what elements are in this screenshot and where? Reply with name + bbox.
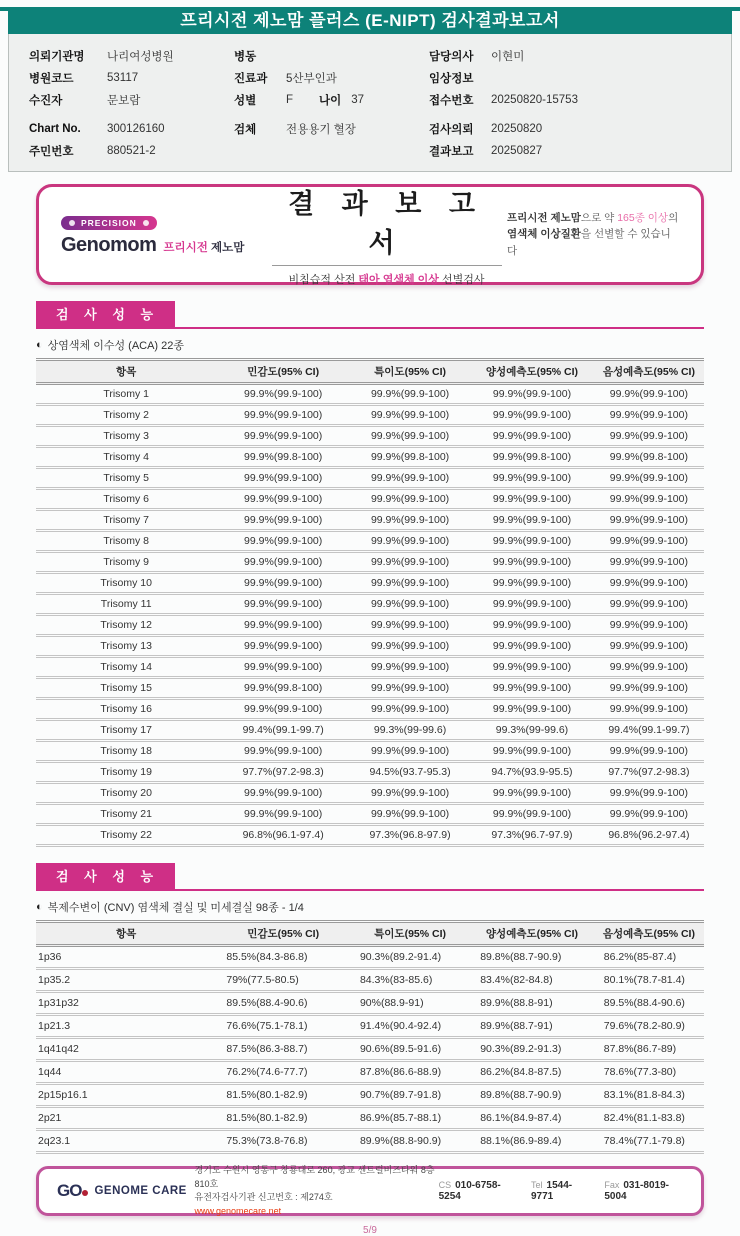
value-cell: 90%(88.9-91) (350, 992, 470, 1015)
value-cell: 99.9%(99.9-100) (594, 678, 704, 699)
field-value: 문보람 (107, 95, 141, 107)
item-cell: Trisomy 11 (36, 594, 216, 615)
item-cell: Trisomy 3 (36, 426, 216, 447)
brand-line (61, 234, 266, 257)
value-cell: 99.9%(99.9-100) (350, 384, 470, 405)
value-cell: 99.9%(99.9-100) (594, 405, 704, 426)
field-label: 병동 (234, 51, 257, 63)
value-cell: 99.9%(99.9-100) (350, 510, 470, 531)
patient-info-col2 (234, 45, 429, 162)
value-cell: 99.9%(99.9-100) (350, 804, 470, 825)
column-header: 항목 (36, 360, 216, 384)
table-row (36, 1015, 704, 1038)
item-cell: 2p21 (36, 1107, 216, 1130)
report-title-bar: 프리시전 제노맘 플러스 (E-NIPT) 검사결과보고서 (8, 7, 732, 34)
field-value: 880521-2 (107, 145, 156, 157)
item-cell: 1p36 (36, 946, 216, 969)
field-label: 진료과 (234, 73, 268, 85)
value-cell: 99.9%(99.9-100) (470, 741, 594, 762)
column-header: 특이도(95% CI) (350, 922, 470, 946)
value-cell: 76.2%(74.6-77.7) (216, 1061, 350, 1084)
field-value: 이현미 (491, 51, 525, 63)
table-row (36, 1084, 704, 1107)
column-header: 특이도(95% CI) (350, 360, 470, 384)
footer-box (36, 1166, 704, 1216)
value-cell: 78.6%(77.3-80) (594, 1061, 704, 1084)
column-header: 음성예측도(95% CI) (594, 360, 704, 384)
value-cell: 99.9%(99.9-100) (350, 531, 470, 552)
value-cell: 99.9%(99.9-100) (216, 657, 350, 678)
website-link[interactable]: www.genomecare.net (194, 1205, 282, 1216)
value-cell: 90.3%(89.2-91.4) (350, 946, 470, 969)
cnv-performance-table (36, 920, 704, 1154)
value-cell: 99.9%(99.9-100) (470, 678, 594, 699)
info-row (29, 45, 234, 67)
value-cell: 89.9%(88.8-91) (470, 992, 594, 1015)
value-cell: 99.9%(99.9-100) (216, 783, 350, 804)
table-row (36, 720, 704, 741)
value-cell: 99.9%(99.9-100) (350, 489, 470, 510)
value-cell: 78.4%(77.1-79.8) (594, 1130, 704, 1153)
field-value: 300126160 (107, 123, 165, 135)
genomecare-logo-text: GENOME CARE (94, 1185, 187, 1197)
title-divider (272, 265, 502, 266)
value-cell: 89.8%(88.7-90.9) (470, 946, 594, 969)
table-row (36, 741, 704, 762)
item-cell: 1p31p32 (36, 992, 216, 1015)
report-note: 프리시전 제노맘으로 약 165종 이상의 염색체 이상질환을 선별할 수 있습니다 (507, 212, 679, 257)
table-row (36, 1107, 704, 1130)
section-header-cnv (36, 863, 704, 891)
value-cell: 99.9%(99.9-100) (594, 489, 704, 510)
table-row (36, 969, 704, 992)
info-row (429, 118, 699, 140)
page-number: 5/9 (363, 1225, 377, 1236)
value-cell: 99.9%(99.9-100) (470, 804, 594, 825)
value-cell: 99.9%(99.8-100) (594, 447, 704, 468)
value-cell: 99.9%(99.9-100) (470, 510, 594, 531)
item-cell: 2q23.1 (36, 1130, 216, 1153)
info-row (429, 45, 699, 67)
table-row (36, 426, 704, 447)
value-cell: 99.9%(99.9-100) (350, 405, 470, 426)
item-cell: Trisomy 16 (36, 699, 216, 720)
value-cell: 99.9%(99.9-100) (216, 573, 350, 594)
column-header: 양성예측도(95% CI) (470, 360, 594, 384)
table-row (36, 468, 704, 489)
info-row (234, 118, 429, 140)
table-row (36, 783, 704, 804)
field-value: 20250827 (491, 145, 543, 157)
info-row (29, 67, 234, 89)
value-cell: 99.9%(99.9-100) (350, 573, 470, 594)
info-row (234, 89, 429, 111)
value-cell: 99.9%(99.9-100) (594, 594, 704, 615)
value-cell: 99.9%(99.9-100) (470, 699, 594, 720)
section-subtitle-cnv: ◐ 복제수변이 (CNV) 염색체 결실 및 미세결실 98종 - 1/4 (36, 901, 304, 914)
item-cell: 1p21.3 (36, 1015, 216, 1038)
table-row (36, 1130, 704, 1153)
value-cell: 99.9%(99.9-100) (350, 636, 470, 657)
value-cell: 99.9%(99.9-100) (594, 615, 704, 636)
value-cell: 99.9%(99.9-100) (594, 636, 704, 657)
value-cell: 99.9%(99.9-100) (350, 783, 470, 804)
value-cell: 99.9%(99.9-100) (216, 384, 350, 405)
genomom-logo (61, 213, 266, 257)
value-cell: 99.9%(99.9-100) (470, 594, 594, 615)
value-cell: 87.5%(86.3-88.7) (216, 1038, 350, 1061)
table-row (36, 615, 704, 636)
footer-address (195, 1164, 439, 1218)
precision-badge (61, 216, 157, 230)
column-header: 항목 (36, 922, 216, 946)
table-row (36, 992, 704, 1015)
pill-dot-icon (143, 220, 149, 226)
field-label: 검사의뢰 (429, 124, 474, 136)
value-cell: 99.9%(99.9-100) (216, 489, 350, 510)
value-cell: 97.7%(97.2-98.3) (594, 762, 704, 783)
patient-info-col3 (429, 45, 699, 162)
column-header: 양성예측도(95% CI) (470, 922, 594, 946)
value-cell: 99.9%(99.9-100) (594, 573, 704, 594)
item-cell: Trisomy 14 (36, 657, 216, 678)
info-row (234, 45, 429, 67)
section-badge: 검 사 성 능 (36, 863, 175, 889)
report-header-box (36, 184, 704, 285)
value-cell: 99.9%(99.9-100) (470, 426, 594, 447)
item-cell: Trisomy 9 (36, 552, 216, 573)
value-cell: 99.9%(99.9-100) (350, 657, 470, 678)
value-cell: 99.9%(99.9-100) (470, 405, 594, 426)
table-row (36, 1038, 704, 1061)
value-cell: 99.9%(99.9-100) (594, 468, 704, 489)
value-cell: 88.1%(86.9-89.4) (470, 1130, 594, 1153)
value-cell: 83.1%(81.8-84.3) (594, 1084, 704, 1107)
value-cell: 99.9%(99.9-100) (594, 552, 704, 573)
value-cell: 80.1%(78.7-81.4) (594, 969, 704, 992)
value-cell: 89.5%(88.4-90.6) (594, 992, 704, 1015)
value-cell: 99.9%(99.9-100) (470, 573, 594, 594)
section-header-aca (36, 301, 704, 329)
top-accent-strip (0, 7, 740, 11)
value-cell: 99.9%(99.8-100) (216, 678, 350, 699)
field-value: F (286, 94, 294, 106)
field-value: 전용용기 혈장 (286, 124, 356, 136)
value-cell: 90.6%(89.5-91.6) (350, 1038, 470, 1061)
footer-contacts (439, 1180, 683, 1202)
item-cell: Trisomy 4 (36, 447, 216, 468)
value-cell: 85.5%(84.3-86.8) (216, 946, 350, 969)
info-row (429, 89, 699, 111)
value-cell: 99.9%(99.9-100) (470, 384, 594, 405)
value-cell: 99.9%(99.9-100) (594, 510, 704, 531)
half-circle-icon: ◐ (36, 339, 43, 351)
table-row (36, 699, 704, 720)
address-line2: 유전자검사기관 신고번호 : 제274호 (194, 1192, 333, 1202)
item-cell: Trisomy 10 (36, 573, 216, 594)
info-row (429, 67, 699, 89)
report-center-title (266, 182, 507, 287)
value-cell: 99.9%(99.9-100) (350, 699, 470, 720)
contact-fax: Fax 031-8019-5004 (604, 1180, 669, 1202)
field-value: 20250820-15753 (491, 94, 578, 106)
value-cell: 99.9%(99.8-100) (350, 447, 470, 468)
field-label: 나이 (319, 95, 342, 107)
value-cell: 99.9%(99.9-100) (470, 531, 594, 552)
value-cell: 99.9%(99.9-100) (594, 531, 704, 552)
report-main-title: 결 과 보 고 서 (288, 189, 485, 258)
value-cell: 99.4%(99.1-99.7) (216, 720, 350, 741)
table-row (36, 657, 704, 678)
value-cell: 87.8%(86.7-89) (594, 1038, 704, 1061)
value-cell: 99.9%(99.9-100) (350, 594, 470, 615)
item-cell: Trisomy 6 (36, 489, 216, 510)
half-circle-icon: ◐ (36, 901, 43, 913)
value-cell: 89.9%(88.8-90.9) (350, 1130, 470, 1153)
value-cell: 99.4%(99.1-99.7) (594, 720, 704, 741)
value-cell: 99.9%(99.8-100) (470, 447, 594, 468)
value-cell: 99.9%(99.9-100) (216, 531, 350, 552)
value-cell: 99.9%(99.9-100) (350, 426, 470, 447)
table-row (36, 825, 704, 846)
item-cell: Trisomy 18 (36, 741, 216, 762)
value-cell: 94.5%(93.7-95.3) (350, 762, 470, 783)
value-cell: 87.8%(86.6-88.9) (350, 1061, 470, 1084)
item-cell: Trisomy 7 (36, 510, 216, 531)
value-cell: 81.5%(80.1-82.9) (216, 1107, 350, 1130)
value-cell: 83.4%(82-84.8) (470, 969, 594, 992)
value-cell: 99.9%(99.9-100) (216, 804, 350, 825)
value-cell: 99.9%(99.9-100) (216, 699, 350, 720)
value-cell: 99.9%(99.9-100) (470, 657, 594, 678)
value-cell: 75.3%(73.8-76.8) (216, 1130, 350, 1153)
value-cell: 89.8%(88.7-90.9) (470, 1084, 594, 1107)
value-cell: 96.8%(96.2-97.4) (594, 825, 704, 846)
column-header: 민감도(95% CI) (216, 922, 350, 946)
item-cell: Trisomy 20 (36, 783, 216, 804)
field-value: 20250820 (491, 123, 543, 135)
item-cell: Trisomy 15 (36, 678, 216, 699)
contact-tel: Tel 1544-9771 (531, 1180, 573, 1202)
item-cell: Trisomy 5 (36, 468, 216, 489)
value-cell: 89.9%(88.7-91) (470, 1015, 594, 1038)
table-header-row (36, 360, 704, 384)
table-row (36, 573, 704, 594)
value-cell: 86.9%(85.7-88.1) (350, 1107, 470, 1130)
value-cell: 99.9%(99.9-100) (594, 699, 704, 720)
value-cell: 76.6%(75.1-78.1) (216, 1015, 350, 1038)
brand-name-en: Genomom (61, 233, 157, 256)
table-row (36, 804, 704, 825)
field-label: 수진자 (29, 95, 63, 107)
table-row (36, 447, 704, 468)
value-cell: 99.9%(99.9-100) (216, 405, 350, 426)
value-cell: 99.9%(99.9-100) (216, 594, 350, 615)
table-row (36, 510, 704, 531)
value-cell: 99.9%(99.9-100) (350, 615, 470, 636)
item-cell: Trisomy 2 (36, 405, 216, 426)
value-cell: 81.5%(80.1-82.9) (216, 1084, 350, 1107)
table-row (36, 384, 704, 405)
info-row (29, 140, 234, 162)
column-header: 민감도(95% CI) (216, 360, 350, 384)
value-cell: 99.9%(99.9-100) (594, 741, 704, 762)
value-cell: 99.9%(99.9-100) (216, 636, 350, 657)
value-cell: 99.9%(99.9-100) (594, 804, 704, 825)
value-cell: 90.3%(89.2-91.3) (470, 1038, 594, 1061)
value-cell: 86.1%(84.9-87.4) (470, 1107, 594, 1130)
value-cell: 99.9%(99.9-100) (350, 678, 470, 699)
pill-dot-icon (69, 220, 75, 226)
value-cell: 99.9%(99.9-100) (216, 615, 350, 636)
value-cell: 99.9%(99.9-100) (470, 615, 594, 636)
value-cell: 99.9%(99.9-100) (350, 552, 470, 573)
value-cell: 90.7%(89.7-91.8) (350, 1084, 470, 1107)
field-label: 성별 (234, 95, 257, 107)
value-cell: 99.9%(99.9-100) (470, 468, 594, 489)
item-cell: Trisomy 19 (36, 762, 216, 783)
value-cell: 99.9%(99.9-100) (216, 552, 350, 573)
value-cell: 99.9%(99.9-100) (594, 426, 704, 447)
value-cell: 97.7%(97.2-98.3) (216, 762, 350, 783)
field-label: 접수번호 (429, 95, 474, 107)
item-cell: 1p35.2 (36, 969, 216, 992)
value-cell: 99.9%(99.9-100) (216, 741, 350, 762)
table-row (36, 531, 704, 552)
value-cell: 99.9%(99.9-100) (470, 489, 594, 510)
table-row (36, 762, 704, 783)
value-cell: 94.7%(93.9-95.5) (470, 762, 594, 783)
address-line1: 경기도 수원시 영통구 창룡대로 260, 광교 센트럴비즈타워 8층 810호 (194, 1165, 435, 1189)
section-badge: 검 사 성 능 (36, 301, 175, 327)
table-row (36, 636, 704, 657)
table-header-row (36, 922, 704, 946)
contact-cs: CS 010-6758-5254 (438, 1180, 501, 1202)
info-row (29, 118, 234, 140)
field-value: 37 (351, 94, 365, 106)
table-row (36, 489, 704, 510)
value-cell: 99.9%(99.9-100) (470, 783, 594, 804)
patient-info-col1 (29, 45, 234, 162)
item-cell: Trisomy 8 (36, 531, 216, 552)
field-label: 의뢰기관명 (29, 51, 85, 63)
brand-name-kr: 프리시전 제노맘 (163, 241, 245, 254)
column-header: 음성예측도(95% CI) (594, 922, 704, 946)
value-cell: 97.3%(96.8-97.9) (350, 825, 470, 846)
item-cell: 1q44 (36, 1061, 216, 1084)
value-cell: 99.9%(99.8-100) (216, 447, 350, 468)
field-label: 담당의사 (429, 51, 474, 63)
table-row (36, 405, 704, 426)
table-row (36, 678, 704, 699)
value-cell: 86.2%(84.8-87.5) (470, 1061, 594, 1084)
value-cell: 79.6%(78.2-80.9) (594, 1015, 704, 1038)
table-row (36, 946, 704, 969)
item-cell: Trisomy 13 (36, 636, 216, 657)
info-row (234, 67, 429, 89)
field-label: 결과보고 (429, 146, 474, 158)
value-cell: 99.9%(99.9-100) (470, 636, 594, 657)
value-cell: 84.3%(83-85.6) (350, 969, 470, 992)
item-cell: 2p15p16.1 (36, 1084, 216, 1107)
value-cell: 79%(77.5-80.5) (216, 969, 350, 992)
value-cell: 99.9%(99.9-100) (350, 741, 470, 762)
field-value: 5산부인과 (286, 73, 337, 85)
field-label: Chart No. (29, 123, 81, 135)
value-cell: 99.9%(99.9-100) (594, 657, 704, 678)
table-row (36, 594, 704, 615)
item-cell: Trisomy 12 (36, 615, 216, 636)
value-cell: 99.9%(99.9-100) (594, 783, 704, 804)
value-cell: 99.9%(99.9-100) (594, 384, 704, 405)
value-cell: 86.2%(85-87.4) (594, 946, 704, 969)
field-label: 검체 (234, 124, 257, 136)
field-label: 주민번호 (29, 146, 74, 158)
table-row (36, 1061, 704, 1084)
value-cell: 97.3%(96.7-97.9) (470, 825, 594, 846)
table-row (36, 552, 704, 573)
info-row (29, 89, 234, 111)
field-label: 병원코드 (29, 73, 74, 85)
value-cell: 91.4%(90.4-92.4) (350, 1015, 470, 1038)
field-label: 임상정보 (429, 73, 474, 85)
field-value: 나리여성병원 (107, 51, 174, 63)
value-cell: 99.9%(99.9-100) (350, 468, 470, 489)
patient-info-panel (8, 34, 732, 172)
item-cell: Trisomy 21 (36, 804, 216, 825)
genomecare-logo-icon: GO (57, 1181, 88, 1201)
genomecare-logo (57, 1181, 195, 1201)
item-cell: Trisomy 22 (36, 825, 216, 846)
value-cell: 99.3%(99-99.6) (350, 720, 470, 741)
item-cell: 1q41q42 (36, 1038, 216, 1061)
info-row (429, 140, 699, 162)
value-cell: 96.8%(96.1-97.4) (216, 825, 350, 846)
value-cell: 89.5%(88.4-90.6) (216, 992, 350, 1015)
value-cell: 82.4%(81.1-83.8) (594, 1107, 704, 1130)
report-subtitle: 비침습적 산전 태아 염색체 이상 선별검사 (288, 274, 485, 286)
item-cell: Trisomy 17 (36, 720, 216, 741)
logo-red-dot-icon (82, 1190, 88, 1196)
value-cell: 99.9%(99.9-100) (470, 552, 594, 573)
value-cell: 99.3%(99-99.6) (470, 720, 594, 741)
value-cell: 99.9%(99.9-100) (216, 510, 350, 531)
value-cell: 99.9%(99.9-100) (216, 426, 350, 447)
aca-performance-table (36, 358, 704, 847)
item-cell: Trisomy 1 (36, 384, 216, 405)
section-subtitle-aca: ◐ 상염색체 이수성 (ACA) 22종 (36, 339, 185, 352)
value-cell: 99.9%(99.9-100) (216, 468, 350, 489)
field-value: 53117 (107, 72, 139, 84)
precision-badge-label: PRECISION (81, 217, 137, 228)
